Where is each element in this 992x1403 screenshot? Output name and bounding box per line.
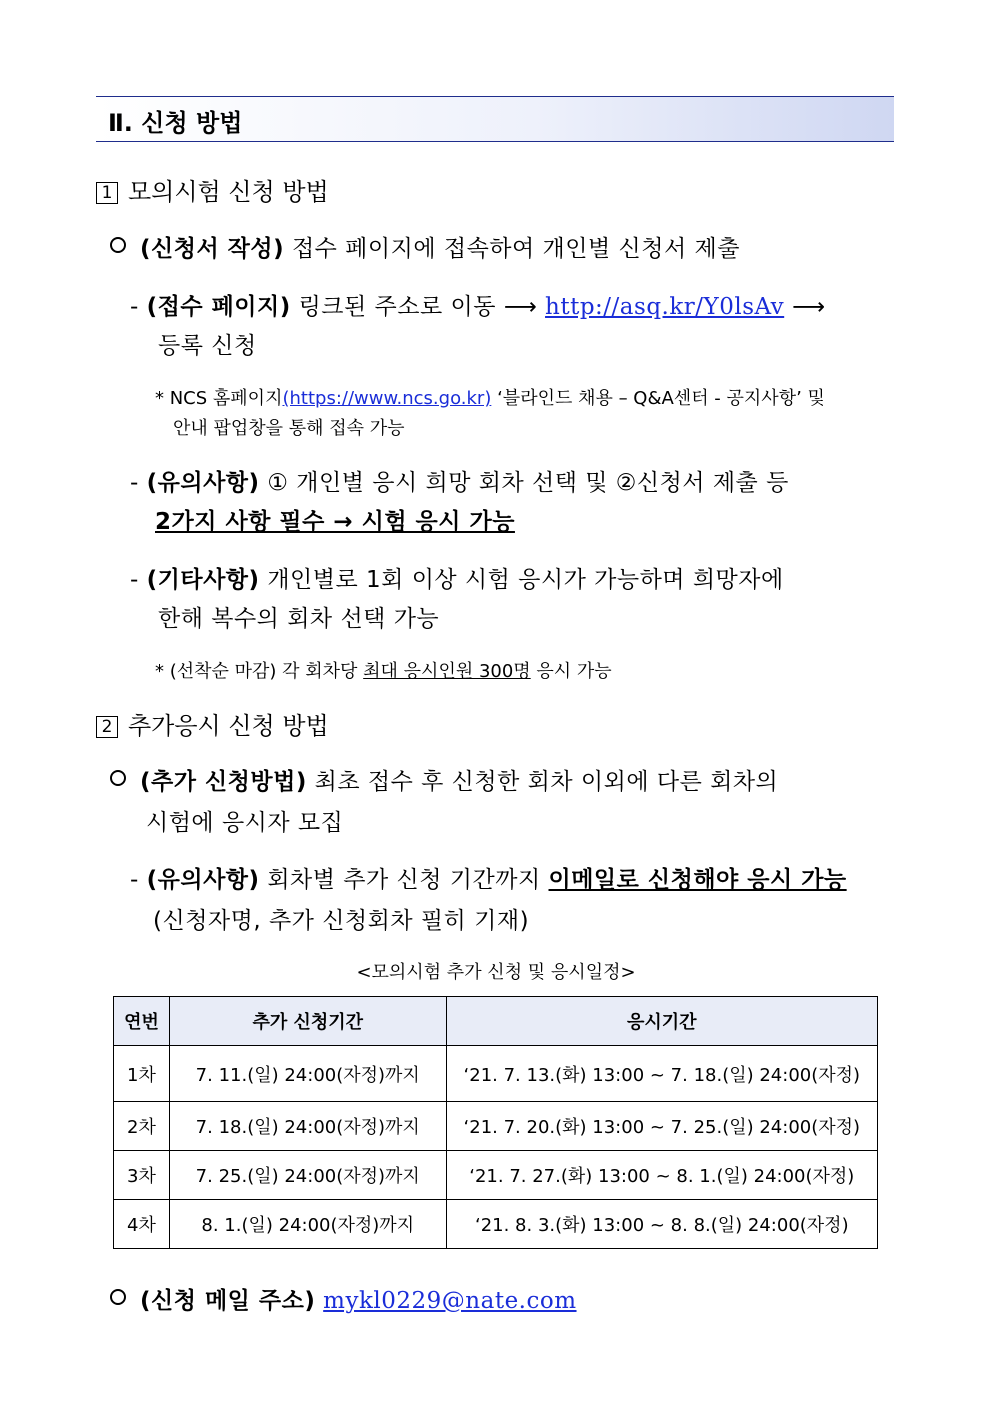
subsection-1-title: 모의시험 신청 방법 xyxy=(128,178,329,206)
note-prefix: * (선착순 마감) 각 회차당 xyxy=(155,661,358,682)
table-cell: 4차 xyxy=(114,1200,170,1249)
item-emphasis: 이메일로 신청해야 응시 가능 xyxy=(548,867,847,893)
subsection-1-number: 1 xyxy=(96,182,118,204)
contact-line xyxy=(110,1282,577,1315)
item-text: 최초 접수 후 신청한 회차 이외에 다른 회차의 xyxy=(314,769,779,795)
table-row xyxy=(114,1046,878,1102)
subsection-2-title: 추가응시 신청 방법 xyxy=(128,712,329,740)
note-emphasis: 최대 응시인원 300명 xyxy=(363,661,531,682)
arrow-icon: ⟶ xyxy=(792,294,826,320)
table-cell: ‘21. 7. 13.(화) 13:00 ~ 7. 18.(일) 24:00(자정) xyxy=(446,1046,877,1102)
item-additional-caution: - (유의사항) 회차별 추가 신청 기간까지 이메일로 신청해야 응시 가능 xyxy=(130,867,847,893)
circle-bullet-icon xyxy=(110,770,126,786)
item-additional-caution-line2: (신청자명, 추가 신청회차 필히 기재) xyxy=(153,908,530,934)
table-caption: <모의시험 추가 신청 및 응시일정> xyxy=(356,962,636,983)
header-cell: 추가 신청기간 xyxy=(169,997,446,1046)
section-title: Ⅱ. 신청 방법 xyxy=(108,109,243,137)
header-cell: 응시기간 xyxy=(446,997,877,1046)
subsection-2-number: 2 xyxy=(96,716,118,738)
item-label: (기타사항) xyxy=(146,567,260,593)
table-header-row xyxy=(114,997,878,1046)
table-cell: 3차 xyxy=(114,1151,170,1200)
item-receipt-line2: 등록 신청 xyxy=(158,333,257,359)
contact-label: (신청 메일 주소) xyxy=(140,1288,316,1314)
receipt-link[interactable]: http://asq.kr/Y0lsAv xyxy=(545,294,785,320)
item-label: (신청서 작성) xyxy=(140,236,285,262)
table-cell: ‘21. 7. 20.(화) 13:00 ~ 7. 25.(일) 24:00(자정) xyxy=(446,1102,877,1151)
circle-bullet-icon xyxy=(110,1289,126,1305)
note-capacity xyxy=(155,657,612,683)
table-cell: ‘21. 7. 27.(화) 13:00 ~ 8. 1.(일) 24:00(자정) xyxy=(446,1151,877,1200)
item-caution-line2: 2가지 사항 필수 → 시험 응시 가능 xyxy=(155,509,515,535)
table-cell: 1차 xyxy=(114,1046,170,1102)
item-label: (유의사항) xyxy=(146,470,260,496)
item-text: 개인별로 1회 이상 시험 응시가 가능하며 희망자에 xyxy=(267,567,784,593)
item-text: 회차별 추가 신청 기간까지 xyxy=(267,867,541,893)
subsection-1-heading xyxy=(96,172,329,207)
table-cell: 7. 18.(일) 24:00(자정)까지 xyxy=(169,1102,446,1151)
schedule-table xyxy=(113,996,878,1249)
note-ncs xyxy=(155,384,825,410)
circle-bullet-icon xyxy=(110,237,126,253)
note-prefix: * NCS 홈페이지 xyxy=(155,388,283,409)
subsection-2-heading xyxy=(96,706,329,741)
ncs-link[interactable]: (https://www.ncs.go.kr) xyxy=(282,388,492,409)
item-label: (유의사항) xyxy=(146,867,260,893)
table-row xyxy=(114,1151,878,1200)
item-text: 링크된 주소로 이동 ⟶ xyxy=(298,294,538,320)
table-row xyxy=(114,1102,878,1151)
item-other-line2: 한해 복수의 회차 선택 가능 xyxy=(158,606,440,632)
item-additional-line2: 시험에 응시자 모집 xyxy=(146,810,344,836)
item-text: 접수 페이지에 접속하여 개인별 신청서 제출 xyxy=(291,236,740,262)
item-other: - (기타사항) 개인별로 1회 이상 시험 응시가 가능하며 희망자에 xyxy=(130,567,784,593)
item-receipt-page: - (접수 페이지) 링크된 주소로 이동 ⟶ http://asq.kr/Y0lsAv ⟶ xyxy=(130,294,826,320)
item-application-form xyxy=(110,230,740,263)
table-cell: ‘21. 8. 3.(화) 13:00 ~ 8. 8.(일) 24:00(자정) xyxy=(446,1200,877,1249)
item-additional-method xyxy=(110,763,778,796)
note-ncs-line2: 안내 팝업창을 통해 접속 가능 xyxy=(173,418,405,439)
item-label: (접수 페이지) xyxy=(146,294,291,320)
section-header xyxy=(96,96,894,142)
item-text: ① 개인별 응시 희망 회차 선택 및 ②신청서 제출 등 xyxy=(267,470,789,496)
contact-email-link[interactable]: mykl0229@nate.com xyxy=(323,1288,577,1314)
table-cell: 7. 25.(일) 24:00(자정)까지 xyxy=(169,1151,446,1200)
item-caution: - (유의사항) ① 개인별 응시 희망 회차 선택 및 ②신청서 제출 등 xyxy=(130,470,789,496)
table-cell: 2차 xyxy=(114,1102,170,1151)
note-text: ‘블라인드 채용 – Q&A센터 - 공지사항’ 및 xyxy=(497,388,825,409)
item-label: (추가 신청방법) xyxy=(140,769,307,795)
header-cell: 연번 xyxy=(114,997,170,1046)
table-cell: 8. 1.(일) 24:00(자정)까지 xyxy=(169,1200,446,1249)
table-cell: 7. 11.(일) 24:00(자정)까지 xyxy=(169,1046,446,1102)
note-suffix: 응시 가능 xyxy=(536,661,612,682)
table-row xyxy=(114,1200,878,1249)
